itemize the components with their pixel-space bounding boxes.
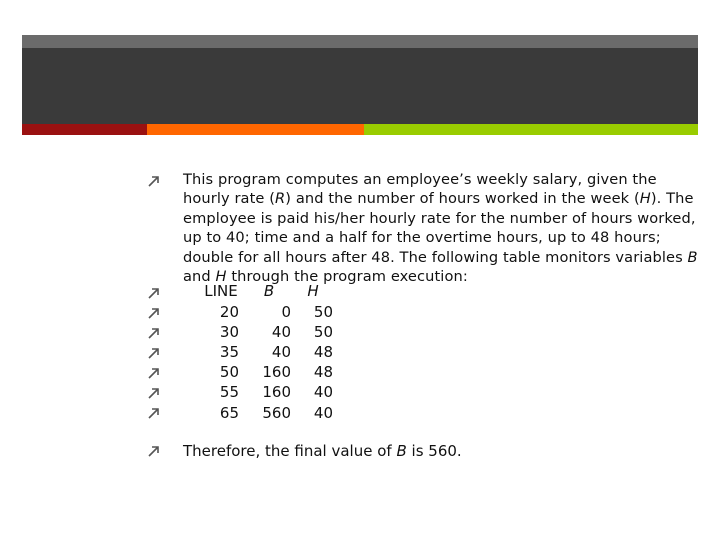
table-row [183, 382, 343, 402]
cell-h: 40 [313, 383, 333, 401]
arrow-icon [147, 386, 161, 400]
cell-line: 20 [219, 303, 239, 321]
title-band [22, 48, 698, 124]
arrow-icon [147, 346, 161, 360]
cell-line: 50 [219, 363, 239, 381]
cell-h: 48 [313, 363, 333, 381]
accent-stripe-orange [147, 124, 364, 135]
description-paragraph: This program computes an employee’s weekly salary, given the hourly rate (R) and the number of hours worked in the week (H). The employee is paid his/her hourly rate for the number of hours worked, up to 40; time and a half for the overtime hours, up to 48 hours; double for all hours after 48. The following table monitors variables B and H through the program execution: [183, 171, 698, 286]
cell-h: 50 [313, 323, 333, 341]
arrow-icon [147, 444, 161, 458]
cell-h: 40 [313, 404, 333, 422]
accent-stripe-red [22, 124, 147, 135]
conclusion-text: Therefore, the final value of B is 560. [183, 442, 462, 460]
cell-line: 30 [219, 323, 239, 341]
arrow-icon [147, 174, 161, 188]
header-b: B [263, 282, 275, 300]
cell-b: 40 [271, 343, 291, 361]
table-row [183, 302, 343, 322]
arrow-icon [147, 286, 161, 300]
cell-b: 0 [281, 303, 291, 321]
header-h: H [307, 282, 319, 300]
cell-b: 560 [262, 404, 291, 422]
arrow-icon [147, 326, 161, 340]
cell-line: 35 [219, 343, 239, 361]
header-line: LINE [204, 282, 238, 300]
cell-b: 160 [262, 363, 291, 381]
cell-b: 160 [262, 383, 291, 401]
arrow-icon [147, 406, 161, 420]
cell-line: 65 [219, 404, 239, 422]
table-row [183, 322, 343, 342]
arrow-icon [147, 306, 161, 320]
table-row [183, 362, 343, 382]
table-header [183, 281, 343, 301]
header-top-bar [22, 35, 698, 48]
table-row [183, 403, 343, 423]
cell-line: 55 [219, 383, 239, 401]
cell-h: 48 [313, 343, 333, 361]
arrow-icon [147, 366, 161, 380]
cell-b: 40 [271, 323, 291, 341]
table-row [183, 342, 343, 362]
accent-stripe-green [364, 124, 698, 135]
cell-h: 50 [313, 303, 333, 321]
